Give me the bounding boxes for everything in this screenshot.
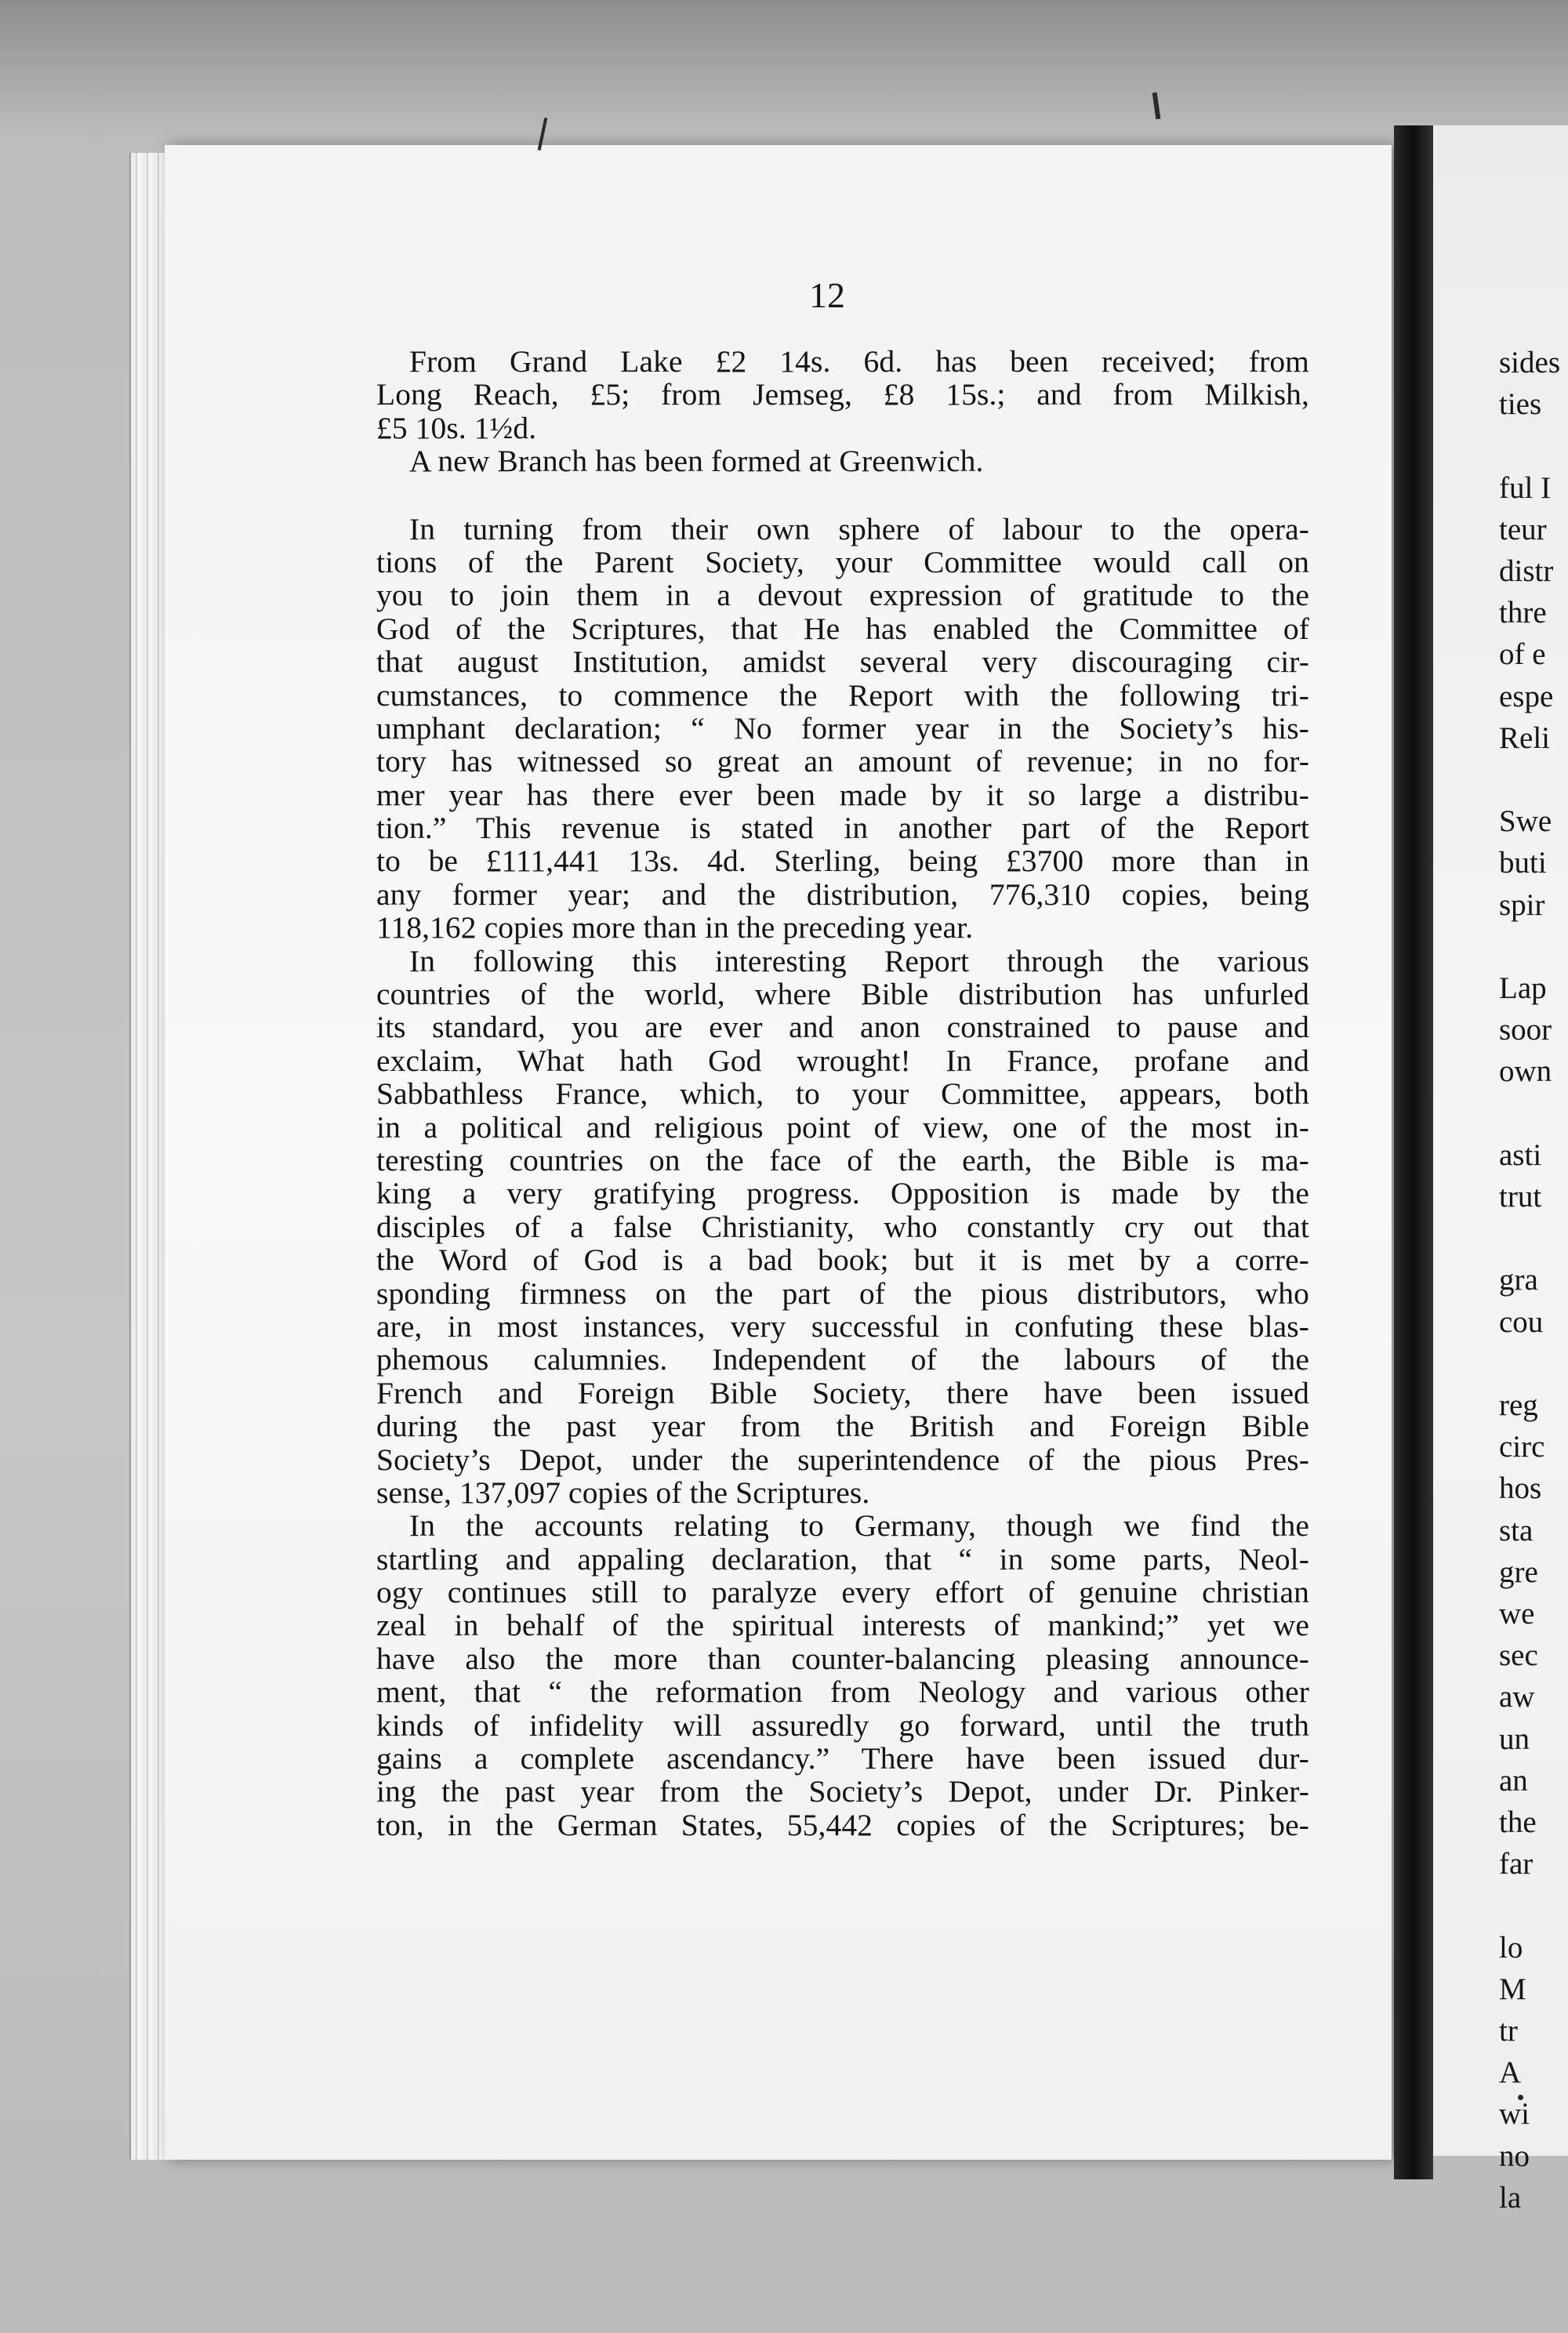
facing-page-fragment: wi (1499, 2097, 1530, 2132)
text-line: any former year; and the distribution, 776,310 copies, being (376, 876, 1309, 912)
text-line: A new Branch has been formed at Greenwich. (409, 444, 984, 479)
facing-page-fragment: gra (1499, 1263, 1538, 1297)
facing-page-fragment: trut (1499, 1180, 1542, 1214)
facing-page-fragment: no (1499, 2139, 1530, 2173)
text-line: tions of the Parent Society, your Committee would call on (376, 544, 1309, 579)
text-line: to be £111,441 13s. 4d. Sterling, being £3700 more than in (376, 844, 1309, 879)
facing-page-fragment: buti (1499, 846, 1547, 880)
facing-page-fragment: sta (1499, 1513, 1534, 1547)
text-line: £5 10s. 1½d. (376, 410, 537, 445)
facing-page-fragment: tr (1499, 2014, 1518, 2048)
text-line: In following this interesting Report through the various (409, 943, 1309, 978)
text-line: ton, in the German States, 55,442 copies of the Scriptures; be- (376, 1807, 1309, 1842)
facing-page-fragment: soor (1499, 1013, 1552, 1047)
facing-page-fragment: an (1499, 1763, 1528, 1798)
scan-speck-top-right (1152, 93, 1161, 120)
text-line: ment, that “ the reformation from Neology and various other (376, 1674, 1309, 1710)
text-line: ing the past year from the Society’s Depot, under Dr. Pinker- (376, 1774, 1309, 1809)
facing-page-fragment: Reli (1499, 720, 1550, 755)
text-line: the Word of God is a bad book; but it is met by a corre- (376, 1243, 1309, 1278)
text-line: countries of the world, where Bible distribution has unfurled (376, 977, 1309, 1012)
text-line: during the past year from the British and Foreign Bible (376, 1409, 1309, 1444)
facing-page-fragment: circ (1499, 1430, 1545, 1464)
facing-page-fragment: teur (1499, 512, 1547, 546)
text-line: that august Institution, amidst several very discouraging cir- (376, 644, 1309, 680)
facing-page-fragment: M (1499, 1972, 1526, 2006)
text-line: its standard, you are ever and anon constrained to pause and (376, 1010, 1309, 1045)
text-line: gains a complete ascendancy.” There have been issued dur- (376, 1741, 1309, 1776)
facing-page-fragment: ful I (1499, 470, 1552, 505)
facing-page-fragment: own (1499, 1054, 1552, 1089)
text-line: 118,162 copies more than in the preceding year. (376, 910, 974, 945)
facing-page-fragment: far (1499, 1847, 1534, 1881)
facing-page-fragment: thre (1499, 596, 1547, 630)
text-line: king a very gratifying progress. Opposition is made by the (376, 1176, 1309, 1211)
text-line: In turning from their own sphere of labour to the opera- (409, 511, 1309, 546)
facing-page-fragment: un (1499, 1722, 1530, 1756)
text-line: Long Reach, £5; from Jemseg, £8 15s.; and from Milkish, (376, 377, 1309, 412)
text-line: are, in most instances, very successful in confuting these blas- (376, 1308, 1309, 1344)
text-line: teresting countries on the face of the earth, the Bible is ma- (376, 1142, 1309, 1177)
text-line: mer year has there ever been made by it so large a distribu- (376, 777, 1309, 812)
text-line: kinds of infidelity will assuredly go forward, until the truth (376, 1707, 1309, 1743)
facing-page-fragment: Swe (1499, 804, 1552, 839)
facing-page-fragment: aw (1499, 1680, 1535, 1714)
text-line: have also the more than counter-balancing pleasing announce- (376, 1641, 1309, 1676)
page-body-text (376, 345, 1309, 1841)
text-line: From Grand Lake £2 14s. 6d. has been received; from (409, 344, 1309, 379)
facing-page-fragment: espe (1499, 679, 1554, 713)
text-line: zeal in behalf of the spiritual interests of mankind;” yet we (376, 1608, 1309, 1643)
facing-page-fragment: gre (1499, 1555, 1538, 1589)
text-line: you to join them in a devout expression of gratitude to the (376, 578, 1309, 613)
text-line: sponding firmness on the part of the pious distributors, who (376, 1275, 1309, 1311)
text-line: tory has witnessed so great an amount of revenue; in no for- (376, 744, 1309, 779)
facing-page-fragment: Lap (1499, 971, 1547, 1005)
facing-page-fragment: of e (1499, 637, 1546, 672)
paragraph-gap (376, 478, 1309, 513)
facing-page-fragment: sides (1499, 346, 1560, 379)
facing-page-fragment: we (1499, 1597, 1535, 1631)
facing-page-fragment: ties (1499, 387, 1542, 422)
facing-page-fragment: hos (1499, 1471, 1542, 1506)
facing-page-fragment: A (1499, 2055, 1522, 2090)
facing-page-fragment: sec (1499, 1638, 1538, 1673)
text-line: umphant declaration; “ No former year in the Society’s his- (376, 710, 1309, 746)
text-line: phemous calumnies. Independent of the labours of the (376, 1342, 1309, 1377)
facing-page-fragment: la (1499, 2180, 1522, 2215)
facing-page-fragment: reg (1499, 1388, 1538, 1422)
text-line: French and Foreign Bible Society, there have been issued (376, 1375, 1309, 1410)
text-line: in a political and religious point of view, one of the most in- (376, 1109, 1309, 1145)
text-line: startling and appaling declaration, that “ in some parts, Neol- (376, 1541, 1309, 1576)
facing-page-fragment: cou (1499, 1304, 1544, 1339)
text-line: sense, 137,097 copies of the Scriptures. (376, 1475, 870, 1510)
page-number: 12 (809, 275, 845, 315)
text-line: Sabbathless France, which, to your Committee, appears, both (376, 1076, 1309, 1112)
facing-page-fragment: distr (1499, 554, 1554, 588)
text-line: Society’s Depot, under the superintendence of the pious Pres- (376, 1442, 1309, 1477)
facing-page-fragment: lo (1499, 1930, 1523, 1965)
text-line: disciples of a false Christianity, who constantly cry out that (376, 1209, 1309, 1244)
facing-page-fragment: asti (1499, 1137, 1542, 1172)
facing-page-fragment: the (1499, 1805, 1537, 1839)
text-line: cumstances, to commence the Report with the following tri- (376, 677, 1309, 713)
text-line: God of the Scriptures, that He has enabled the Committee of (376, 611, 1309, 646)
text-line: tion.” This revenue is stated in another part of the Report (376, 811, 1309, 846)
text-line: exclaim, What hath God wrought! In France, profane and (376, 1043, 1309, 1078)
facing-page-fragment: spir (1499, 887, 1545, 922)
book-gutter (1394, 125, 1433, 2179)
text-line: ogy continues still to paralyze every effort of genuine christian (376, 1575, 1309, 1610)
text-line: In the accounts relating to Germany, though we find the (409, 1508, 1309, 1544)
